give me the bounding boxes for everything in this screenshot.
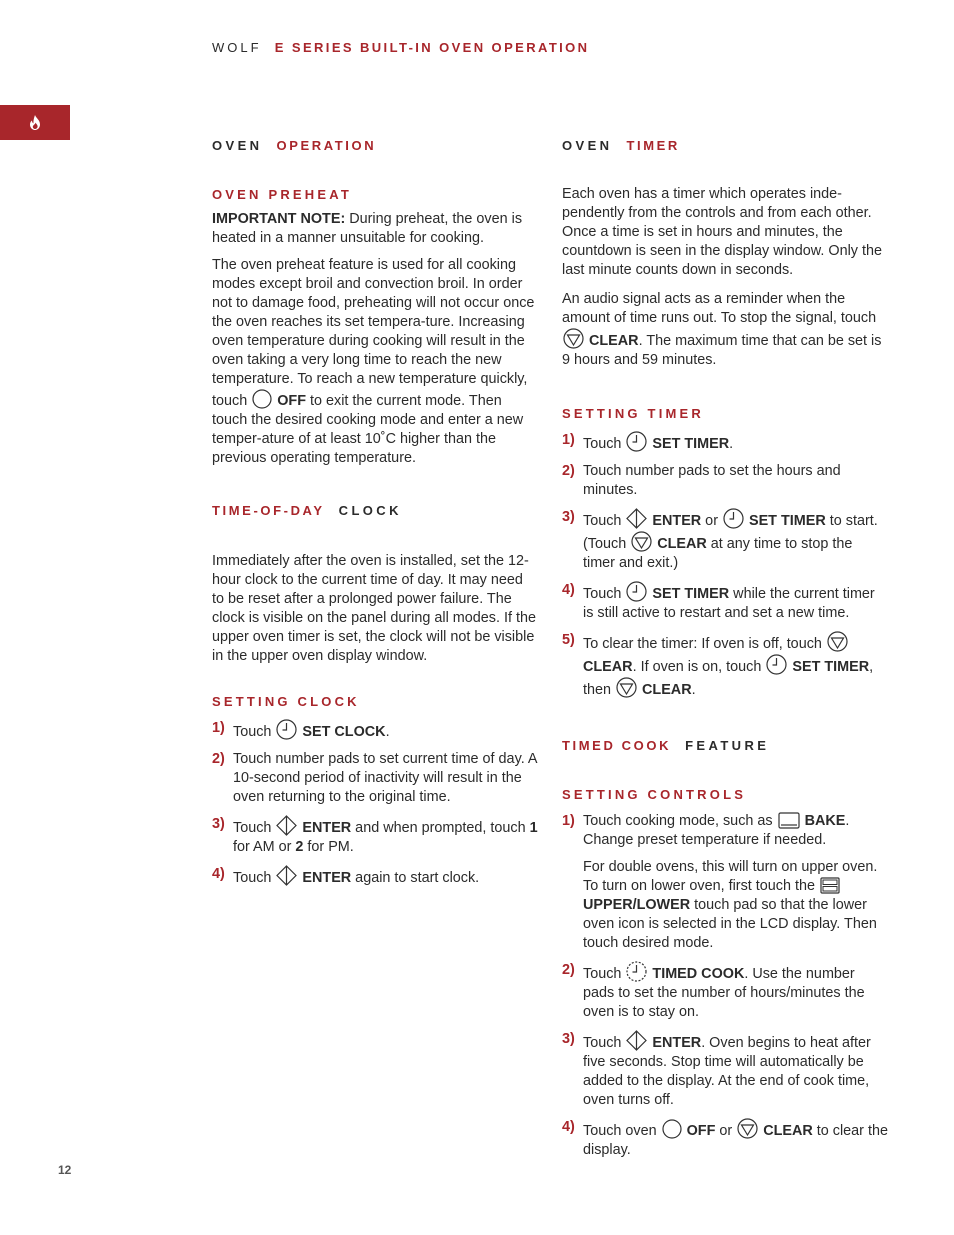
- enter-label: ENTER: [302, 820, 352, 836]
- clear-triangle-icon: [827, 631, 848, 652]
- oven-timer-heading: [562, 138, 888, 153]
- header-title: E SERIES BUILT-IN OVEN OPERATION: [274, 40, 590, 55]
- step-number: 1): [562, 432, 575, 448]
- page-number: 12: [58, 1163, 72, 1177]
- preheat-text-2: to exit the current mode. Then touch the desired cooking mode and enter a new temper-ature of at least 10˚C higher than the previous operating temperature.: [212, 393, 524, 466]
- preheat-text-1: The oven preheat feature is used for all cooking modes except broil and convection broil. In order not to damage food, preheating will not occur once the oven reaches its set tempera-ture. Increasing oven temperature during cooking will result in the oven taking a very long time to reach the new temperature. To reach a new temperature quickly, touch: [212, 257, 535, 409]
- step-text: at any time to stop the timer and exit.): [583, 536, 853, 571]
- step-text: while the current timer is still active to restart and set a new time.: [583, 586, 875, 621]
- clock-step-3: [212, 815, 538, 857]
- setting-controls-heading: SETTING CONTROLS: [562, 787, 747, 802]
- set-timer-label: SET TIMER: [748, 513, 826, 529]
- step-text: and when prompted, touch: [351, 820, 530, 836]
- clock-icon: [276, 719, 297, 740]
- timer-text: . The maximum time that can be set is 9 hours and 59 minutes.: [562, 333, 882, 368]
- timed-cook-heading: [562, 738, 888, 753]
- clear-label: CLEAR: [763, 1123, 813, 1139]
- timed-cook-step-1: [562, 812, 888, 953]
- heading-part: CLOCK: [338, 503, 402, 518]
- step-text: .: [691, 682, 696, 698]
- heading-part-bold: TIMED COOK: [562, 738, 672, 753]
- clear-label: CLEAR: [589, 333, 639, 349]
- clear-label: CLEAR: [642, 682, 692, 698]
- important-note: [212, 210, 538, 248]
- step-number: 2): [562, 962, 575, 978]
- clear-triangle-icon: [631, 531, 652, 552]
- step-number: 5): [562, 632, 575, 648]
- step-text: Touch oven: [583, 1123, 657, 1139]
- upper-lower-icon: [820, 877, 840, 894]
- bake-icon: [778, 812, 800, 829]
- step-number: 1): [212, 720, 225, 736]
- left-column: [212, 138, 538, 896]
- clock-step-1: [212, 719, 538, 742]
- step-text: for AM or: [233, 839, 296, 855]
- step-text: Touch cooking mode, such as: [583, 813, 773, 829]
- off-label: OFF: [277, 393, 306, 409]
- timer-text: An audio signal acts as a reminder when the amount of time runs out. To stop the signal, touch: [562, 291, 877, 326]
- section-tab: [0, 105, 70, 140]
- timed-cook-step-4: [562, 1118, 888, 1160]
- step-text: or: [715, 1123, 737, 1139]
- timed-cook-label: TIMED COOK: [652, 966, 745, 982]
- timed-cook-icon: [626, 961, 647, 982]
- step-number: 4): [212, 866, 225, 882]
- step-text: Touch: [233, 724, 272, 740]
- heading-part-bold: OPERATION: [276, 138, 377, 153]
- clear-label: CLEAR: [657, 536, 707, 552]
- off-circle-icon: [252, 389, 272, 409]
- upper-lower-label: UPPER/LOWER: [583, 897, 691, 913]
- enter-label: ENTER: [652, 513, 702, 529]
- step-text: Touch: [233, 870, 272, 886]
- set-timer-label: SET TIMER: [792, 659, 870, 675]
- step-number: 3): [562, 1031, 575, 1047]
- step-text: For double ovens, this will turn on upper oven. To turn on lower oven, first touch the: [583, 859, 878, 894]
- step-text: Touch: [583, 1035, 622, 1051]
- timer-step-2: [562, 462, 888, 500]
- step-number: 4): [562, 582, 575, 598]
- step-number: 2): [212, 751, 225, 767]
- timer-step-1: [562, 431, 888, 454]
- clock-icon: [626, 431, 647, 452]
- step-text: Touch number pads to set the hours and minutes.: [583, 463, 841, 498]
- note-text: During preheat, the oven is heated in a manner unsuitable for cooking.: [212, 211, 523, 246]
- timer-step-4: [562, 581, 888, 623]
- enter-diamond-icon: [276, 865, 297, 886]
- set-timer-label: SET TIMER: [652, 436, 730, 452]
- timer-body-2: [562, 290, 888, 370]
- clock-icon: [723, 508, 744, 529]
- setting-clock-heading: SETTING CLOCK: [212, 694, 360, 709]
- running-header: [212, 40, 589, 55]
- clock-icon: [626, 581, 647, 602]
- set-clock-label: SET CLOCK: [302, 724, 386, 740]
- oven-operation-heading: [212, 138, 538, 153]
- heading-part: OVEN: [212, 138, 263, 153]
- clear-label: CLEAR: [583, 659, 633, 675]
- clock-icon: [766, 654, 787, 675]
- step-number: 3): [212, 816, 225, 832]
- timer-body-1: Each oven has a timer which operates inde-pendently from the controls and from each other. Once a time is set in hours and minutes, the countdown is seen in the display window. Only the last minute counts down in seconds.: [562, 186, 882, 278]
- header-brand: WOLF: [212, 40, 262, 55]
- flame-icon: [29, 115, 41, 130]
- set-timer-label: SET TIMER: [652, 586, 730, 602]
- right-column: [562, 138, 888, 1168]
- step-text: Touch number pads to set current time of day. A 10-second period of inactivity will result in the oven returning to the original time.: [233, 751, 537, 805]
- step-text: Touch: [583, 513, 622, 529]
- clear-triangle-icon: [737, 1118, 758, 1139]
- step-text: . Use the number pads to set the number of hours/minutes the oven is to stay on.: [583, 966, 865, 1020]
- clock-body: Immediately after the oven is installed, set the 12-hour clock to the current time of day. It may need to be reset after a prolonged power failure. The clock is visible on the panel during all modes. If the upper oven timer is set, the clock will not be visible in the upper oven display window.: [212, 553, 536, 664]
- step-text: Touch: [583, 436, 622, 452]
- timer-step-5: [562, 631, 888, 700]
- off-circle-icon: [662, 1119, 682, 1139]
- note-label: IMPORTANT NOTE:: [212, 211, 346, 227]
- step-text: for PM.: [303, 839, 354, 855]
- step-number: 4): [562, 1119, 575, 1135]
- enter-label: ENTER: [302, 870, 352, 886]
- step-text: , then: [583, 659, 874, 698]
- step-number: 1): [562, 813, 575, 829]
- setting-timer-heading: SETTING TIMER: [562, 406, 704, 421]
- enter-label: ENTER: [652, 1035, 702, 1051]
- preheat-body: [212, 256, 538, 468]
- step-text: . Change preset temperature if needed.: [583, 813, 850, 848]
- heading-part: OVEN: [562, 138, 613, 153]
- step-text: touch pad so that the lower oven icon is selected in the LCD display. Then touch desired mode.: [583, 897, 877, 951]
- enter-diamond-icon: [276, 815, 297, 836]
- clock-step-4: [212, 865, 538, 888]
- off-label: OFF: [686, 1123, 716, 1139]
- step-text: .: [385, 724, 390, 740]
- enter-diamond-icon: [626, 508, 647, 529]
- heading-part-bold: TIMER: [626, 138, 680, 153]
- step-text: To clear the timer: If oven is off, touch: [583, 636, 822, 652]
- heading-part: FEATURE: [685, 738, 770, 753]
- step-text: . Oven begins to heat after five seconds. Stop time will automatically be added to the display. At the end of cook time, oven turns off.: [583, 1035, 871, 1108]
- step-number: 2): [562, 463, 575, 479]
- step-text: Touch: [583, 586, 622, 602]
- bake-label: BAKE: [804, 813, 846, 829]
- step-text: to start. (Touch: [583, 513, 878, 552]
- step-bold: 2: [295, 839, 304, 855]
- step-text: Touch: [233, 820, 272, 836]
- clock-step-2: [212, 750, 538, 807]
- step-text: Touch: [583, 966, 622, 982]
- step-text: to clear the display.: [583, 1123, 888, 1158]
- step-text: . If oven is on, touch: [632, 659, 762, 675]
- enter-diamond-icon: [626, 1030, 647, 1051]
- time-of-day-clock-heading: [212, 503, 538, 518]
- clear-triangle-icon: [616, 677, 637, 698]
- timed-cook-step-3: [562, 1030, 888, 1110]
- oven-preheat-heading: OVEN PREHEAT: [212, 187, 353, 202]
- timed-cook-step-2: [562, 961, 888, 1022]
- step-text: .: [729, 436, 734, 452]
- step-bold: 1: [529, 820, 538, 836]
- heading-part-bold: TIME-OF-DAY: [212, 503, 325, 518]
- step-text: again to start clock.: [351, 870, 480, 886]
- timer-step-3: [562, 508, 888, 573]
- step-text: or: [701, 513, 722, 529]
- clear-triangle-icon: [563, 328, 584, 349]
- step-number: 3): [562, 509, 575, 525]
